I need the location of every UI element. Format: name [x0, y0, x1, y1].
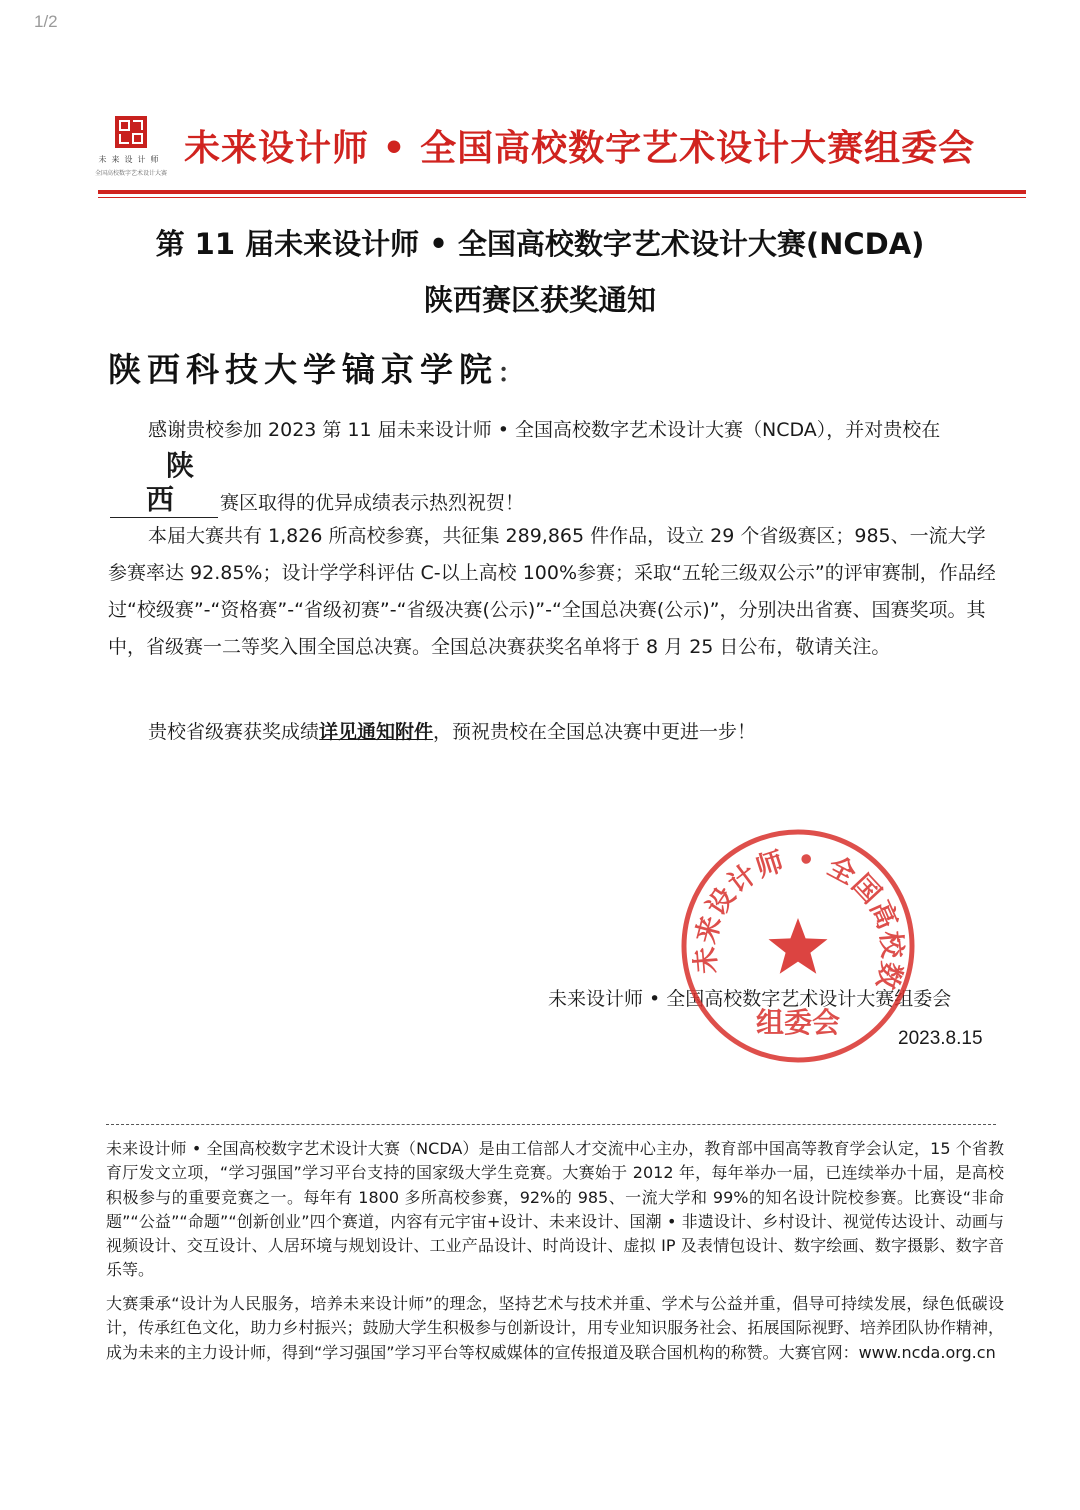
letterhead-rule-thick — [98, 190, 1026, 194]
paragraph-congratulations — [108, 412, 1002, 522]
paragraph-competition-stats: 本届大赛共有 1,826 所高校参赛，共征集 289,865 件作品，设立 29 个省级赛区；985、一流大学参赛率达 92.85%；设计学学科评估 C-以上高校 100%参赛；采取“五轮三级双公示”的评审赛制，作品经过“校级赛”-“资格赛”-“省级初赛”-“省级决赛(公示)”-“全国总决赛(公示)”，分别决出省赛、国赛奖项。其中，省级赛一二等奖入围全国总决赛。全国总决赛获奖名单将于 8 月 25 日公布，敬请关注。 — [108, 525, 996, 658]
recipient-colon: : — [498, 350, 510, 389]
recipient-text: 陕西科技大学镐京学院 — [108, 350, 498, 389]
letterhead-rule-thin — [98, 197, 1026, 198]
attachment-reference: 详见通知附件 — [319, 721, 434, 743]
seal-center-text: 组委会 — [755, 1006, 841, 1039]
p1-after: 赛区取得的优异成绩表示热烈祝贺！ — [220, 492, 525, 514]
recipient-name — [108, 344, 509, 391]
official-seal — [678, 826, 918, 1066]
page-indicator: 1/2 — [34, 12, 58, 31]
svg-text:未来设计师 • 全国高校数字艺术设计大赛 — [678, 826, 908, 993]
footer-divider — [106, 1124, 996, 1125]
about-competition-paragraph: 未来设计师 • 全国高校数字艺术设计大赛（NCDA）是由工信部人才交流中心主办，教育部中国高等教育学会认定，15 个省教育厅发文立项，“学习强国”学习平台支持的国家级大学生竞赛。大赛始于 2012 年，每年举办一届，已连续举办十届，是高校积极参与的重要竞赛之一。每年有 1800 多所高校参赛，92%的 985、一流大学和 99%的知名设计院校参赛。比赛设“非命题”“公益”“命题”“创新创业”四个赛道，内容有元宇宙+设计、未来设计、国潮 • 非遗设计、乡村设计、视觉传达设计、动画与视频设计、交互设计、人居环境与规划设计、工业产品设计、时尚设计、虚拟 IP 及表情包设计、数字绘画、数字摄影、数字音乐等。 — [106, 1139, 1004, 1280]
p3-after: ，预祝贵校在全国总决赛中更进一步！ — [433, 721, 757, 743]
document-title: 第 11 届未来设计师 • 全国高校数字艺术设计大赛(NCDA) — [155, 227, 925, 261]
letterhead-org-title: 未来设计师 • 全国高校数字艺术设计大赛组委会 — [184, 128, 976, 169]
letterhead-logo — [86, 116, 176, 178]
signature-date: 2023.8.15 — [898, 1028, 983, 1049]
about-philosophy-paragraph: 大赛秉承“设计为人民服务，培养未来设计师”的理念，坚持艺术与技术并重、学术与公益并重，倡导可持续发展，绿色低碳设计，传承红色文化，助力乡村振兴；鼓励大学生积极参与创新设计，用专业知识服务社会、拓展国际视野、培养团队协作精神，成为未来的主力设计师，得到“学习强国”学习平台等权威媒体的宣传报道及联合国机构的称赞。大赛官网：www.ncda.org.cn — [106, 1294, 1004, 1362]
seal-ring-text: 未来设计师 • 全国高校数 — [689, 844, 908, 994]
logo-name: 未来设计师 — [98, 155, 164, 164]
document-subtitle: 陕西赛区获奖通知 — [423, 283, 656, 317]
seal-stamp-icon — [678, 826, 918, 1066]
p3-before: 贵校省级赛获奖成绩 — [148, 721, 320, 743]
p1-before: 感谢贵校参加 2023 第 11 届未来设计师 • 全国高校数字艺术设计大赛（NCDA），并对贵校在 — [148, 419, 941, 441]
logo-subtitle: 全国高校数字艺术设计大赛 — [94, 170, 167, 177]
region-fill-in: 陕西 — [110, 449, 218, 518]
signature-organization: 未来设计师 • 全国高校数字艺术设计大赛组委会 — [548, 988, 952, 1010]
logo-mark-icon — [115, 116, 147, 148]
paragraph-results — [108, 714, 1002, 751]
